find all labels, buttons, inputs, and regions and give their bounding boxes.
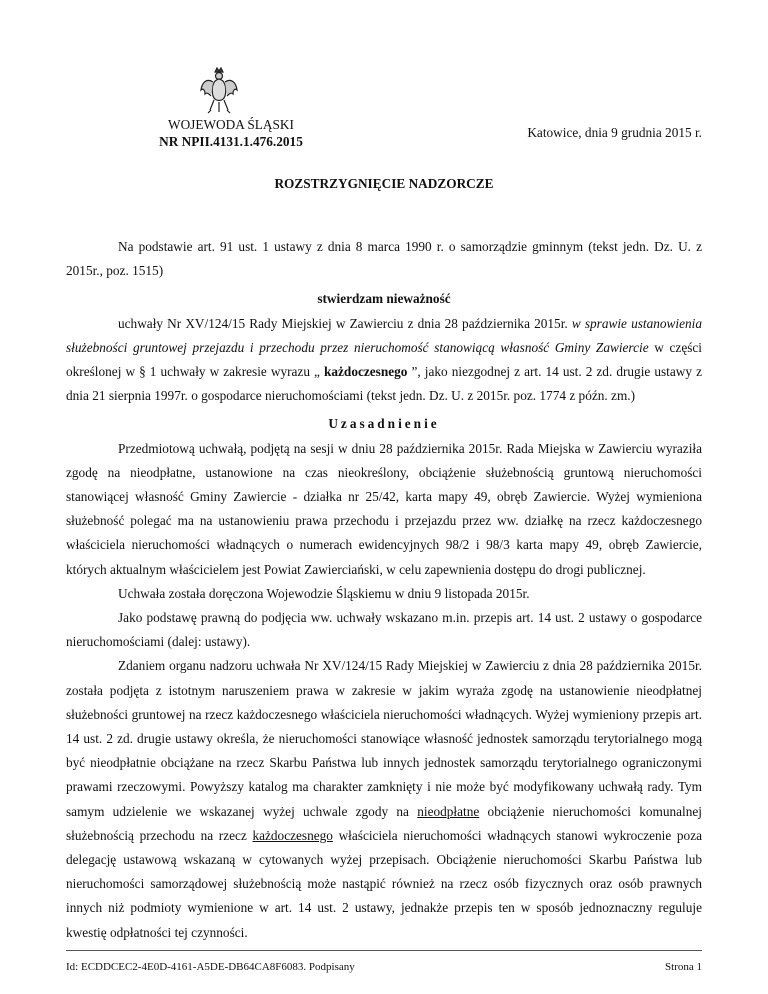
page-number: Strona 1 — [665, 961, 702, 973]
decision-heading: stwierdzam nieważność — [317, 291, 451, 307]
polish-eagle-emblem-icon — [199, 66, 239, 114]
justification-heading: Uzasadnienie — [328, 416, 440, 432]
paragraph-3: Jako podstawę prawną do podjęcia ww. uchwały wskazano m.in. przepis art. 14 ust. 2 ustawy o gospodarce nieruchomościami (dalej: ustawy). — [66, 610, 702, 650]
decision-text-3: ”, jako niezgodnej z art. 14 ust. 2 zd. drugie ustawy z dnia 21 sierpnia 1997r. o gospodarce nieruchomościami (tekst jedn. Dz. U. z 2015r. poz. 1774 z późn. zm.) — [66, 364, 702, 404]
decision-subject: w sprawie ustanowienia służebności gruntowej przejazdu i przechodu przez nieruchomość stanowiącą własność Gminy Zawiercie — [66, 315, 702, 355]
place-date: Katowice, dnia 9 grudnia 2015 r. — [527, 125, 702, 140]
decision-paragraph — [66, 312, 702, 409]
paragraph-4-text-b: obciążenie nieruchomości komunalnej służebnością przechodu na rzecz — [66, 803, 702, 843]
footer-divider — [66, 950, 702, 951]
paragraph-1: Przedmiotową uchwałą, podjętą na sesji w dniu 28 października 2015r. Rada Miejska w Zawierciu wyraziła zgodę na nieodpłatne, ustanowione na czas nieokreślony, obciążenie służebnością gruntową nieruchomości stanowiącej własność Gminy Zawiercie - działka nr 25/42, karta mapy 49, obręb Zawiercie. Wyżej wymieniona służebność polegać ma na ustanowieniu prawa przechodu i przejazdu przez ww. działkę na rzecz każdoczesnego właściciela nieruchomości władnących o numerach ewidencyjnych 98/2 i 98/3 karta mapy 49, obręb Zawiercie, których aktualnym właścicielem jest Powiat Zawierciański, w celu zapewnienia dostępu do drogi publicznej. — [66, 440, 702, 577]
intro-paragraph: Na podstawie art. 91 ust. 1 ustawy z dnia 8 marca 1990 r. o samorządzie gminnym (tekst jedn. Dz. U. z 2015r., poz. 1515) — [66, 239, 702, 279]
underlined-word-2: każdoczesnego — [252, 827, 333, 843]
paragraph-4-text-a: Zdaniem organu nadzoru uchwała Nr XV/124/15 Rady Miejskiej w Zawierciu z dnia 28 października 2015r. została podjęta z istotnym naruszeniem prawa w zakresie w jakim wyraża zgodę na ustanowienie nieodpłatnej służebności gruntowej na rzecz każdoczesnego właściciela nieruchomości władnących. Wyżej wymieniony przepis art. 14 ust. 2 zd. drugie ustawy określa, że nieruchomości stanowiące własność jednostek samorządu terytorialnego mogą być nieodpłatnie obciążane na rzecz Skarbu Państwa lub innych jednostek samorządu terytorialnego ograniczonymi prawami rzeczowymi. Powyższy katalog ma charakter zamknięty i nie może być modyfikowany uchwałą rady. Tym samym udzielenie we wskazanej wyżej uchwale zgody na — [66, 658, 702, 819]
issuer-name: WOJEWODA ŚLĄSKI — [168, 117, 294, 132]
decision-text-2: w części określonej w § 1 uchwały w zakresie wyrazu „ — [66, 339, 702, 380]
issuer-block — [150, 116, 312, 150]
document-id: Id: ECDDCEC2-4E0D-4161-A5DE-DB64CA8F6083. Podpisany — [66, 961, 355, 973]
document-body — [66, 235, 702, 945]
underlined-word-1: nieodpłatne — [417, 803, 480, 819]
paragraph-4-text-c: właściciela nieruchomości władnących stanowi wykroczenie poza delegację ustawową wskazaną w cytowanych wyżej przepisach. Obciążenie nieruchomości Skarbu Państwa lub nieruchomości samorządowej służebnością może nastąpić również na rzecz osób fizycznych oraz osób prawnych innych niż podmioty wymienione w art. 14 ust. 2 ustawy, jednakże przepis ten w sposób jednoznaczny reguluje kwestię odpłatności tej czynności. — [66, 827, 702, 940]
reference-number: NR NPII.4131.1.476.2015 — [159, 134, 303, 149]
decision-text-1: uchwały Nr XV/124/15 Rady Miejskiej w Zawierciu z dnia 28 października 2015r. — [118, 315, 572, 331]
document-title: ROZSTRZYGNIĘCIE NADZORCZE — [274, 176, 494, 191]
decision-word: każdoczesnego — [323, 364, 408, 380]
paragraph-2: Uchwała została doręczona Wojewodzie Śląskiemu w dniu 9 listopada 2015r. — [118, 585, 530, 601]
paragraph-4 — [66, 654, 702, 944]
